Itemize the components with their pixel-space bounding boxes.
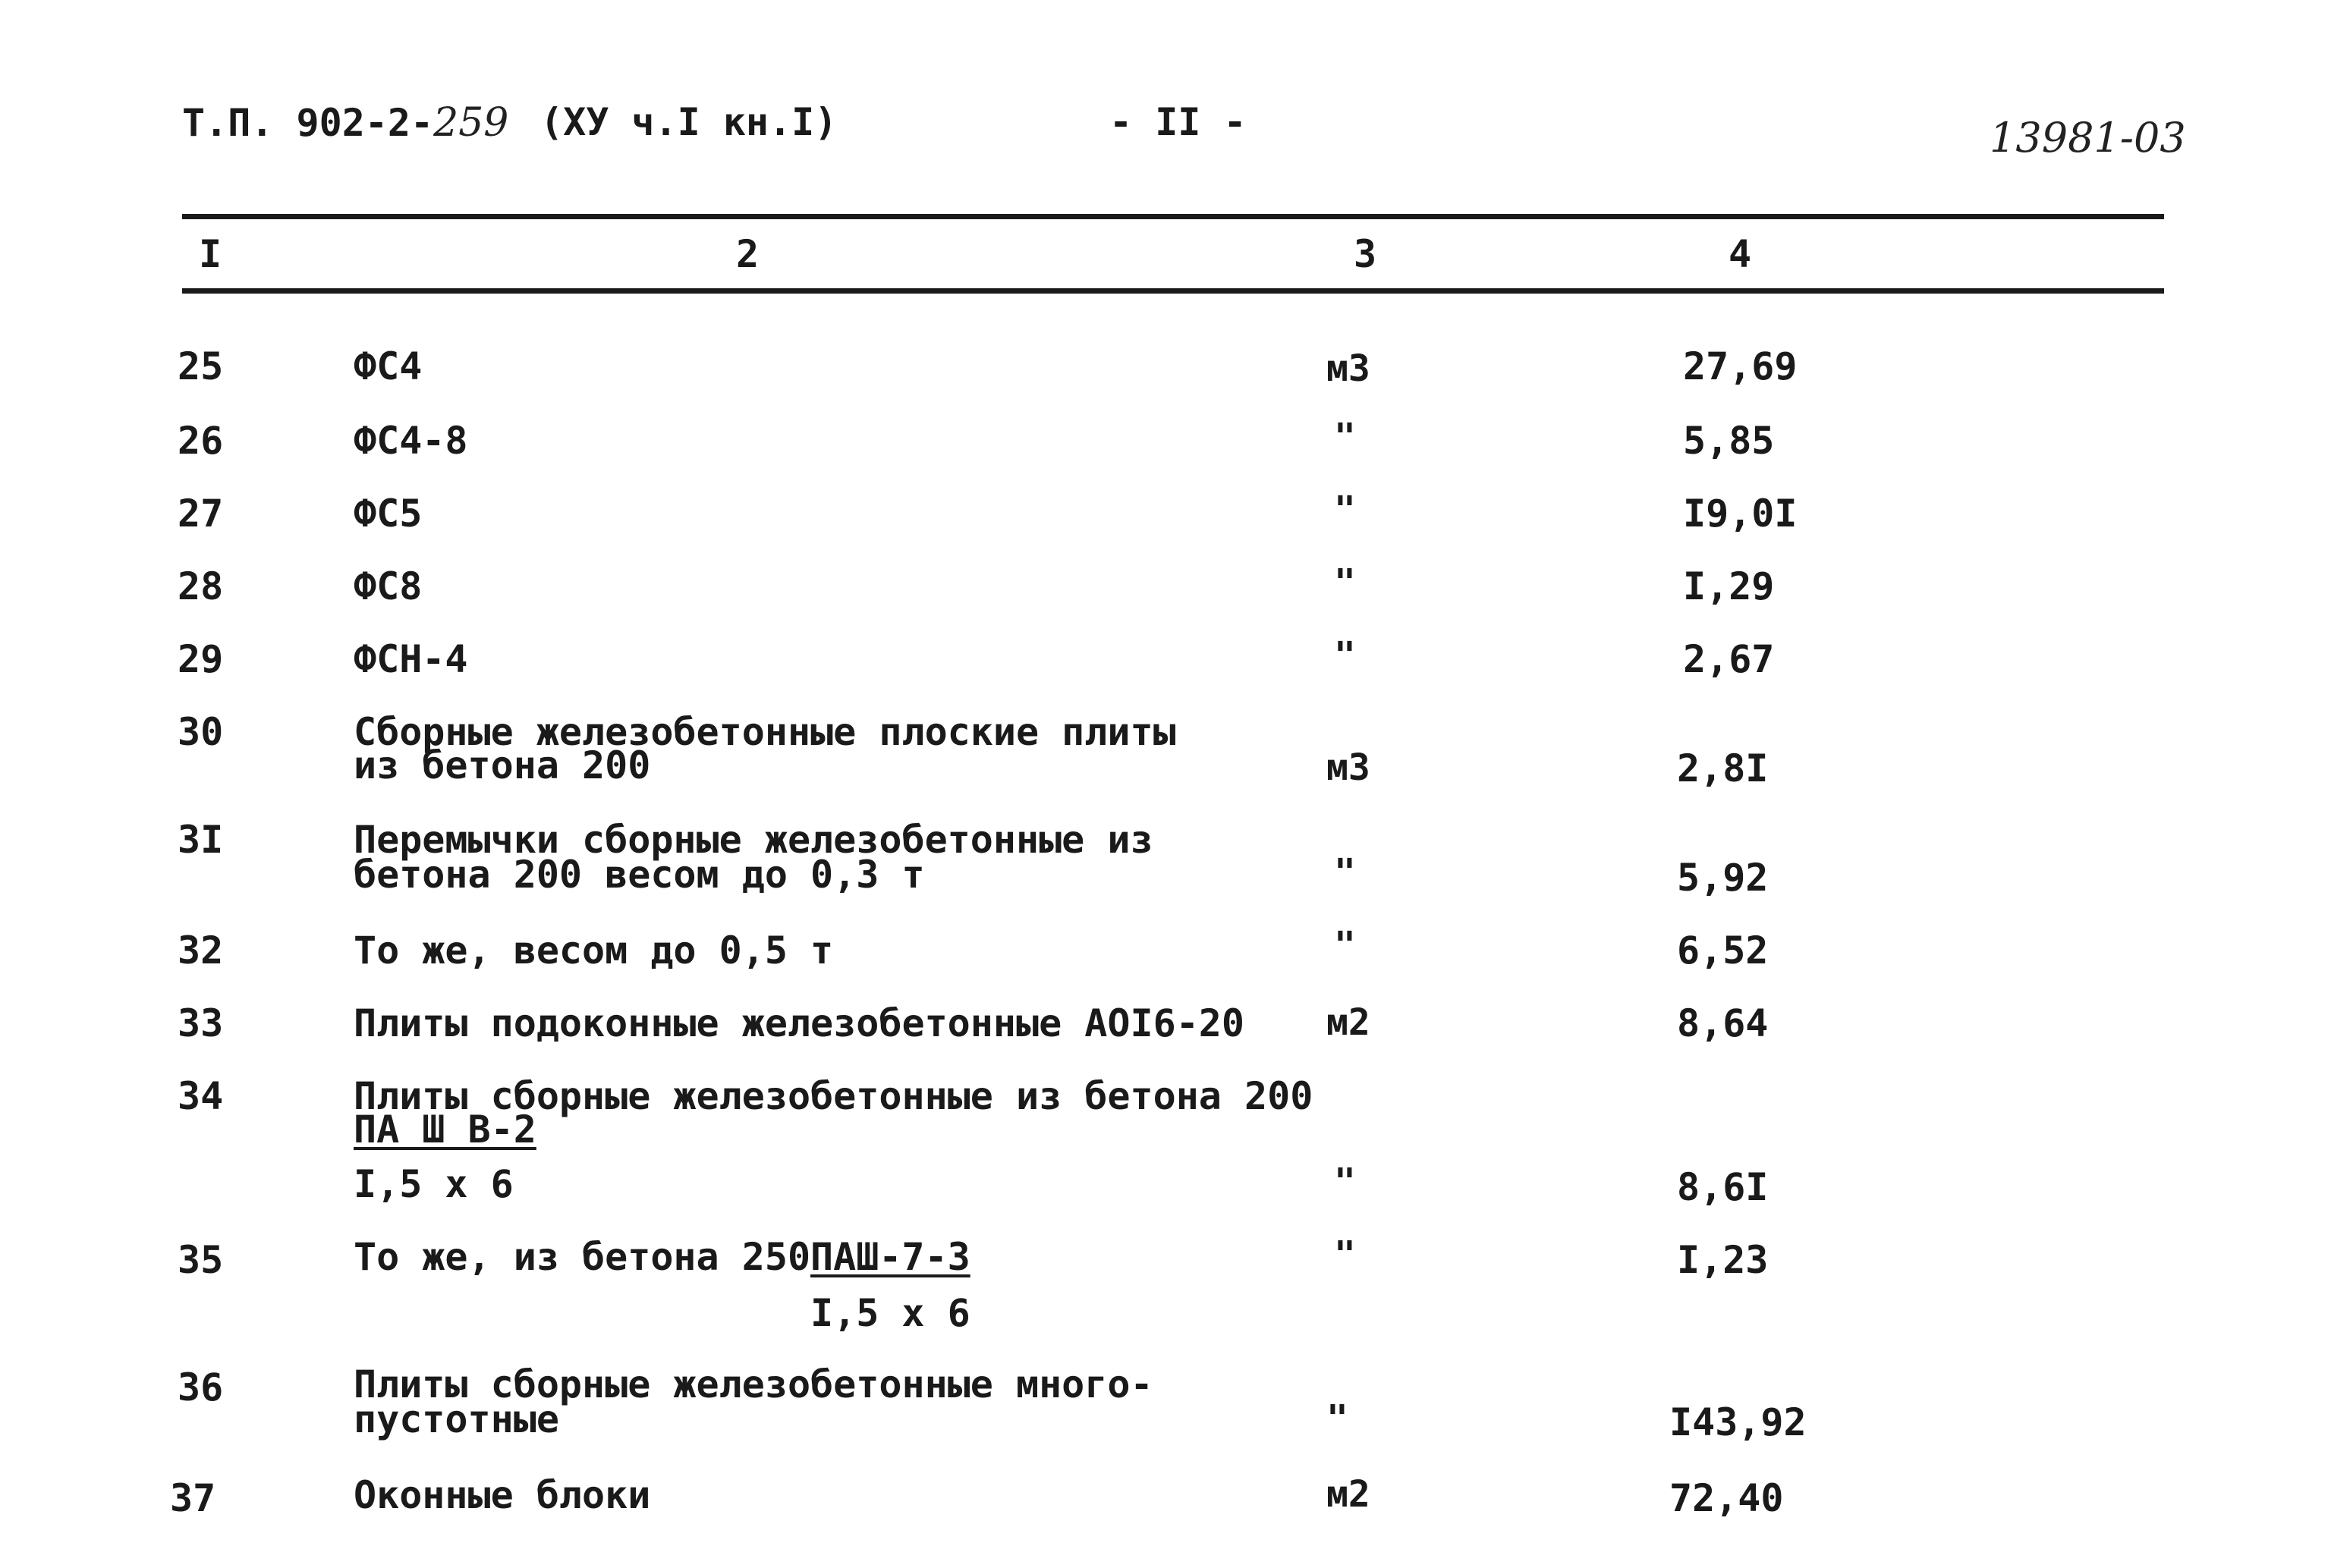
item-name-size: I,5 х 6: [810, 1291, 970, 1335]
item-name: Плиты подоконные железобетонные АОI6-20: [354, 1001, 1244, 1045]
page-number: - II -: [1109, 100, 1247, 144]
item-unit: ": [1334, 489, 1356, 531]
column-header-4: 4: [1729, 232, 1752, 276]
table-top-rule: [182, 214, 2164, 219]
item-unit: м3: [1326, 746, 1370, 789]
item-value: 8,64: [1677, 1001, 1769, 1045]
table-header-rule: [182, 288, 2164, 294]
row-number: 26: [178, 419, 224, 463]
column-header-1: I: [199, 232, 222, 276]
item-name-size: I,5 х 6: [354, 1162, 514, 1206]
item-value: 72,40: [1669, 1476, 1784, 1520]
item-name-continued: пустотные: [354, 1397, 559, 1441]
item-value: 27,69: [1683, 344, 1798, 388]
item-value: 8,6I: [1677, 1165, 1769, 1209]
item-value: 5,92: [1677, 856, 1769, 900]
item-unit: ": [1334, 1161, 1356, 1203]
item-name: Оконные блоки: [354, 1473, 651, 1517]
item-unit: ": [1334, 416, 1356, 458]
item-name: ФС8: [354, 564, 423, 608]
item-name: Плиты сборные железобетонные из бетона 200: [354, 1074, 1313, 1118]
row-number: 37: [170, 1476, 216, 1520]
item-name-continued: бетона 200 весом до 0,3 т: [354, 853, 925, 897]
row-number: 33: [178, 1001, 224, 1045]
item-value: I43,92: [1669, 1400, 1807, 1444]
doc-code-handwritten: 259: [433, 100, 509, 146]
row-number: 35: [178, 1238, 224, 1282]
row-number: 27: [178, 492, 224, 536]
row-number: 36: [178, 1365, 224, 1409]
column-header-3: 3: [1354, 232, 1377, 276]
item-unit: м2: [1326, 1473, 1370, 1516]
item-unit: ": [1334, 851, 1356, 894]
item-name: ФСН-4: [354, 637, 468, 681]
item-name: То же, из бетона 250: [354, 1235, 811, 1279]
item-unit: ": [1334, 1233, 1356, 1276]
item-unit: ": [1334, 561, 1356, 604]
column-header-2: 2: [736, 232, 760, 276]
item-name-continued: из бетона 200: [354, 743, 651, 787]
item-value: I,29: [1683, 564, 1775, 608]
item-unit: ": [1334, 924, 1356, 966]
item-name: ФС5: [354, 492, 423, 536]
doc-part: (ХУ ч.I кн.I): [540, 100, 838, 144]
item-unit: м2: [1326, 1001, 1370, 1044]
item-name: Перемычки сборные железобетонные из: [354, 818, 1153, 862]
item-value: 2,67: [1683, 637, 1775, 681]
item-value: I,23: [1677, 1238, 1769, 1282]
item-unit: ": [1334, 634, 1356, 677]
doc-code-prefix: Т.П. 902-2-: [182, 101, 434, 145]
row-number: 25: [178, 344, 224, 388]
item-name: Сборные железобетонные плоские плиты: [354, 710, 1176, 754]
item-name-mark: ПА Ш В-2: [354, 1108, 536, 1152]
item-name: ФС4-8: [354, 419, 468, 463]
item-value: 5,85: [1683, 419, 1775, 463]
archive-number: 13981-03: [1990, 114, 2186, 162]
item-unit: ": [1326, 1397, 1348, 1440]
row-number: 3I: [178, 818, 224, 862]
row-number: 29: [178, 637, 224, 681]
row-number: 32: [178, 929, 224, 973]
item-value: I9,0I: [1683, 492, 1798, 536]
item-name: То же, весом до 0,5 т: [354, 929, 834, 973]
row-number: 28: [178, 564, 224, 608]
item-unit: м3: [1326, 347, 1370, 390]
item-value: 2,8I: [1677, 746, 1769, 790]
item-name: Плиты сборные железобетонные много-: [354, 1362, 1153, 1406]
row-number: 34: [178, 1074, 224, 1118]
item-name-mark: ПАШ-7-3: [810, 1235, 970, 1279]
item-name: ФС4: [354, 344, 423, 388]
doc-code: [182, 100, 508, 146]
item-value: 6,52: [1677, 929, 1769, 973]
row-number: 30: [178, 710, 224, 754]
